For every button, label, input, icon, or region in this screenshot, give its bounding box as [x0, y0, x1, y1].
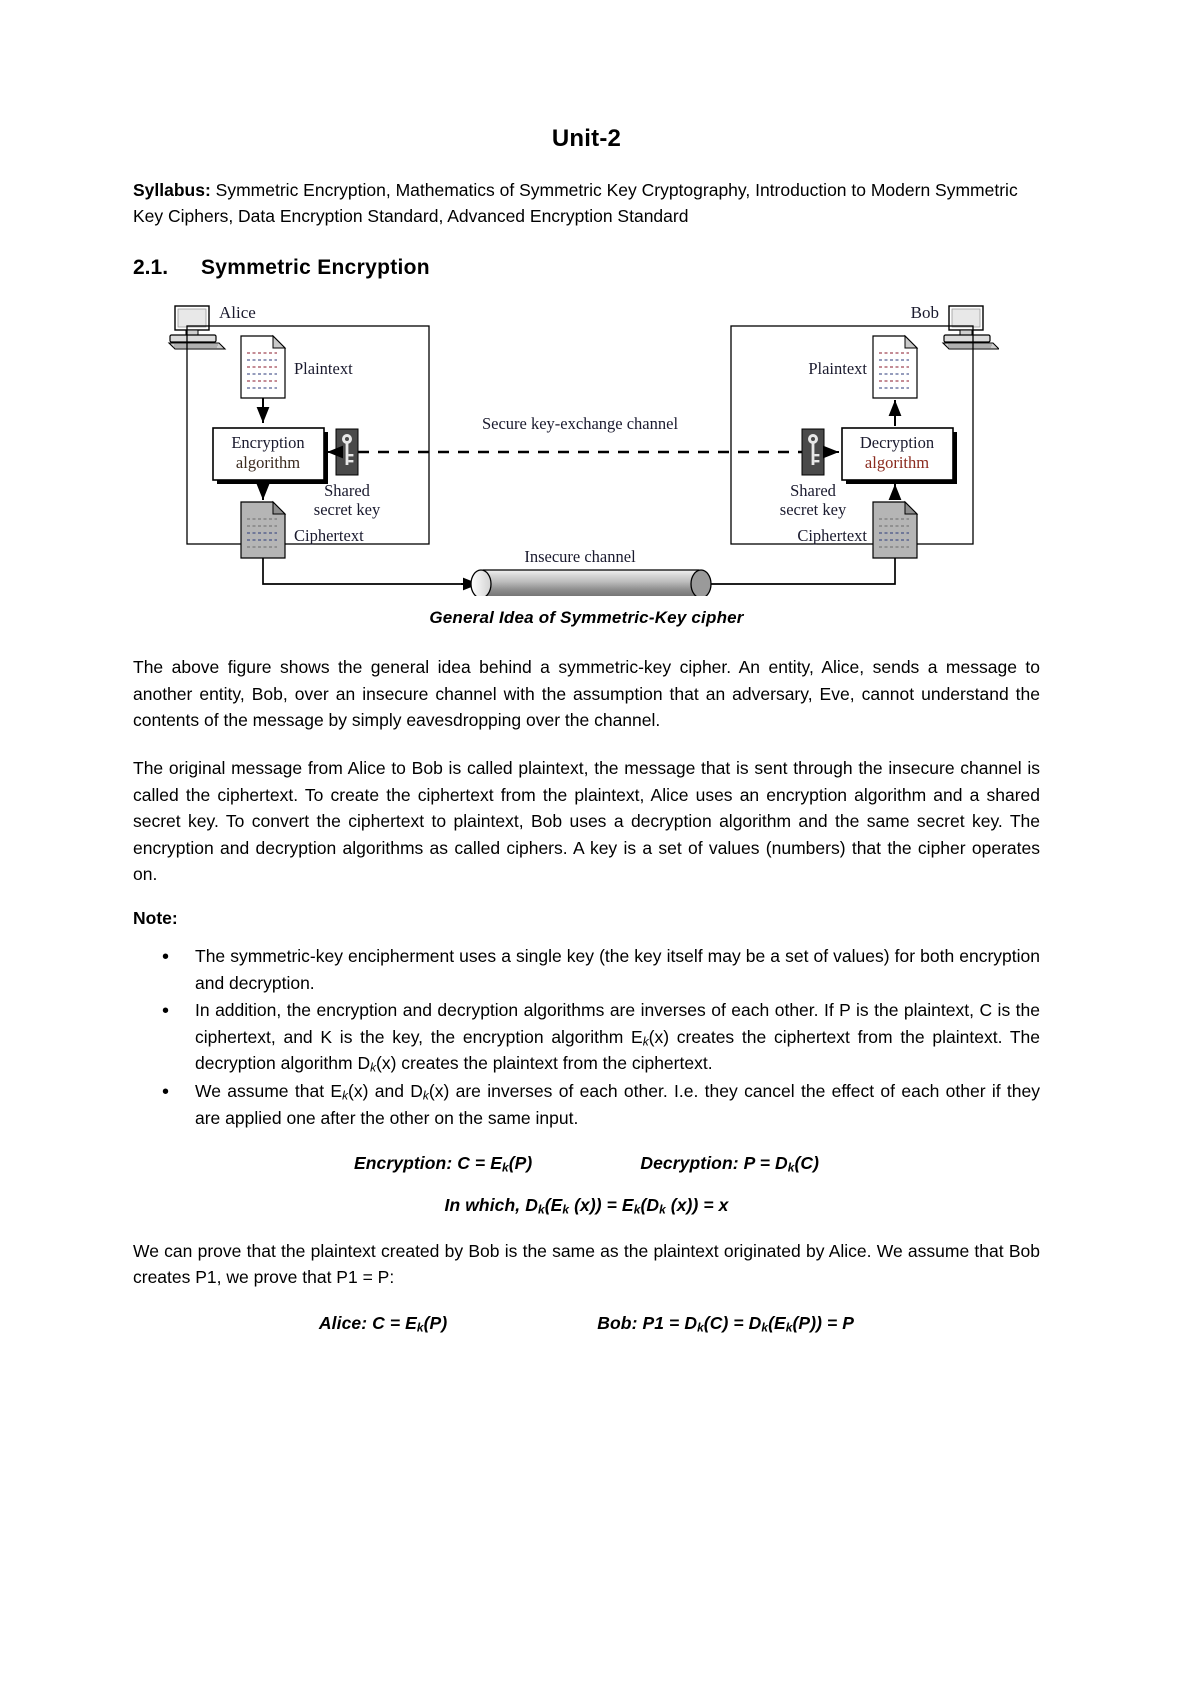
- note-bullet-3-part3: (x) are inverses of each other. I.e. they cancel the effect of each other if they are applied one after the other on the same input.: [195, 1081, 1040, 1128]
- plaintext-left-label: Plaintext: [294, 359, 353, 379]
- alice-label: Alice: [219, 303, 256, 323]
- section-title: Symmetric Encryption: [201, 256, 430, 280]
- insecure-channel-label: Insecure channel: [524, 547, 636, 567]
- secure-channel-label: Secure key-exchange channel: [481, 414, 679, 434]
- shared-key-right-line1: Shared: [790, 481, 836, 501]
- formula-alice: [319, 1313, 447, 1335]
- alice-computer-icon: [169, 306, 225, 349]
- formula-inwhich-a: In which, D: [444, 1195, 538, 1216]
- note-bullet-3-sub1: k: [342, 1088, 349, 1103]
- formula-decryption-sub: k: [787, 1161, 795, 1176]
- note-bullet-3: [195, 1078, 1040, 1131]
- encryption-box-line1: Encryption: [231, 433, 305, 453]
- ciphertext-left-label: Ciphertext: [294, 526, 364, 546]
- note-bullet-2-part1: In addition, the encryption and decryption algorithms are inverses of each other. If P is the plaintext, C is the ciphertext, and K is the key, the encryption algorithm E: [195, 1000, 1040, 1047]
- shared-key-left-line2: secret key: [313, 500, 381, 520]
- path-channel-to-right: [701, 558, 895, 584]
- page-title: Unit-2: [551, 125, 622, 152]
- plaintext-right-label: Plaintext: [808, 359, 867, 379]
- formula-inwhich-d: (D: [640, 1195, 660, 1216]
- formula-alice-sub: k: [416, 1320, 424, 1335]
- note-bullet-2-part2: (x) creates the ciphertext from the plaintext. The decryption algorithm D: [195, 1026, 1041, 1074]
- formula-decryption-suffix: (C): [794, 1153, 820, 1174]
- formula-inwhich-b: (E: [544, 1195, 563, 1216]
- formula-row-enc-dec: [133, 1153, 1040, 1175]
- note-label: Note:: [133, 907, 178, 928]
- note-bullet-2-sub1: k: [642, 1034, 649, 1049]
- formula-encryption: [354, 1153, 532, 1175]
- formula-alice-suffix: (P): [423, 1312, 448, 1333]
- formula-bob-b: (C) = D: [703, 1312, 762, 1333]
- formula-inwhich-sub3: k: [633, 1202, 641, 1217]
- formula-bob-sub3: k: [785, 1320, 793, 1335]
- formula-inwhich-sub2: k: [562, 1202, 570, 1217]
- formula-bob-c: (E: [768, 1312, 786, 1333]
- note-bullet-2: [195, 997, 1040, 1077]
- note-bullet-3-part1: We assume that E: [195, 1081, 343, 1102]
- formula-inwhich-sub4: k: [659, 1202, 666, 1217]
- paragraph-1: The above figure shows the general idea behind a symmetric-key cipher. An entity, Alice, sends a message to another entity, Bob, over an insecure channel with the assumption that an adversary, Eve, cannot understand the contents of the message by simply eavesdropping over the channel.: [133, 657, 1040, 731]
- path-left-to-channel: [263, 558, 461, 584]
- formula-bob-d: (P)) = P: [792, 1312, 855, 1333]
- bob-label: Bob: [910, 303, 939, 323]
- ciphertext-right-label: Ciphertext: [797, 526, 867, 546]
- encryption-box-line2: algorithm: [235, 453, 301, 473]
- note-bullet-1: • The symmetric-key encipherment uses a single key (the key itself may be a set of values) for both encryption and decryption.: [195, 943, 1040, 996]
- note-bullet-2-sub2: k: [370, 1061, 377, 1076]
- shared-key-left-icon: [336, 429, 358, 475]
- bob-computer-icon: [943, 306, 999, 349]
- formula-decryption-prefix: Decryption: P = D: [640, 1153, 788, 1174]
- shared-key-right-icon: [802, 429, 824, 475]
- shared-key-left-line1: Shared: [324, 481, 370, 501]
- formula-decryption: [640, 1153, 819, 1175]
- formula-inwhich-e: (x)) = x: [665, 1195, 729, 1216]
- section-number: 2.1.: [133, 256, 169, 280]
- formula-row-alice-bob: [133, 1313, 1040, 1335]
- paragraph-2: The original message from Alice to Bob is called plaintext, the message that is sent through the insecure channel is called the ciphertext. To create the ciphertext from the plaintext, Alice uses an encryption algorithm and a shared secret key. To convert the ciphertext to plaintext, Bob uses a decryption algorithm and the same secret key. The encryption and decryption algorithms as called ciphers. A key is a set of values (numbers) that the cipher operates on.: [133, 757, 1040, 885]
- formula-alice-prefix: Alice: C = E: [318, 1312, 417, 1333]
- formula-inwhich-c: (x)) = E: [569, 1195, 634, 1216]
- ciphertext-left-doc-icon: [241, 502, 285, 558]
- note-bullet-3-part2: (x) and D: [348, 1081, 423, 1102]
- syllabus-paragraph: [133, 178, 1040, 230]
- notes-list: [133, 943, 1040, 1131]
- decryption-box-line2: algorithm: [864, 453, 930, 473]
- formula-bob-sub1: k: [697, 1320, 704, 1335]
- paragraph-3: We can prove that the plaintext created by Bob is the same as the plaintext originated by Alice. We assume that Bob creates P1, we prove that P1 = P:: [133, 1240, 1040, 1288]
- note-bullet-3-sub2: k: [422, 1088, 429, 1103]
- formula-encryption-sub: k: [501, 1161, 509, 1176]
- note-bullet-2-part3: (x) creates the plaintext from the ciphertext.: [376, 1053, 713, 1074]
- ciphertext-right-doc-icon: [873, 502, 917, 558]
- insecure-channel-pipe: [471, 570, 711, 596]
- section-heading: [133, 256, 1040, 280]
- formula-encryption-suffix: (P): [508, 1153, 533, 1174]
- symmetric-cipher-figure: [161, 296, 999, 596]
- formula-encryption-prefix: Encryption: C = E: [353, 1153, 502, 1174]
- formula-inwhich-sub1: k: [537, 1202, 545, 1217]
- syllabus-label: Syllabus:: [133, 180, 211, 201]
- formula-bob: [597, 1313, 854, 1335]
- figure-svg: [161, 296, 999, 596]
- figure-caption: General Idea of Symmetric-Key cipher: [429, 608, 744, 628]
- formula-bob-a: Bob: P1 = D: [597, 1312, 698, 1333]
- plaintext-left-doc-icon: [241, 336, 285, 398]
- decryption-box-line1: Decryption: [859, 433, 935, 453]
- plaintext-right-doc-icon: [873, 336, 917, 398]
- syllabus-text: Symmetric Encryption, Mathematics of Symmetric Key Cryptography, Introduction to Modern Symmetric Key Ciphers, Data Encryption Standard, Advanced Encryption Standard: [133, 180, 1018, 227]
- shared-key-right-line2: secret key: [779, 500, 847, 520]
- formula-bob-sub2: k: [761, 1320, 769, 1335]
- formula-inwhich: [133, 1195, 1040, 1217]
